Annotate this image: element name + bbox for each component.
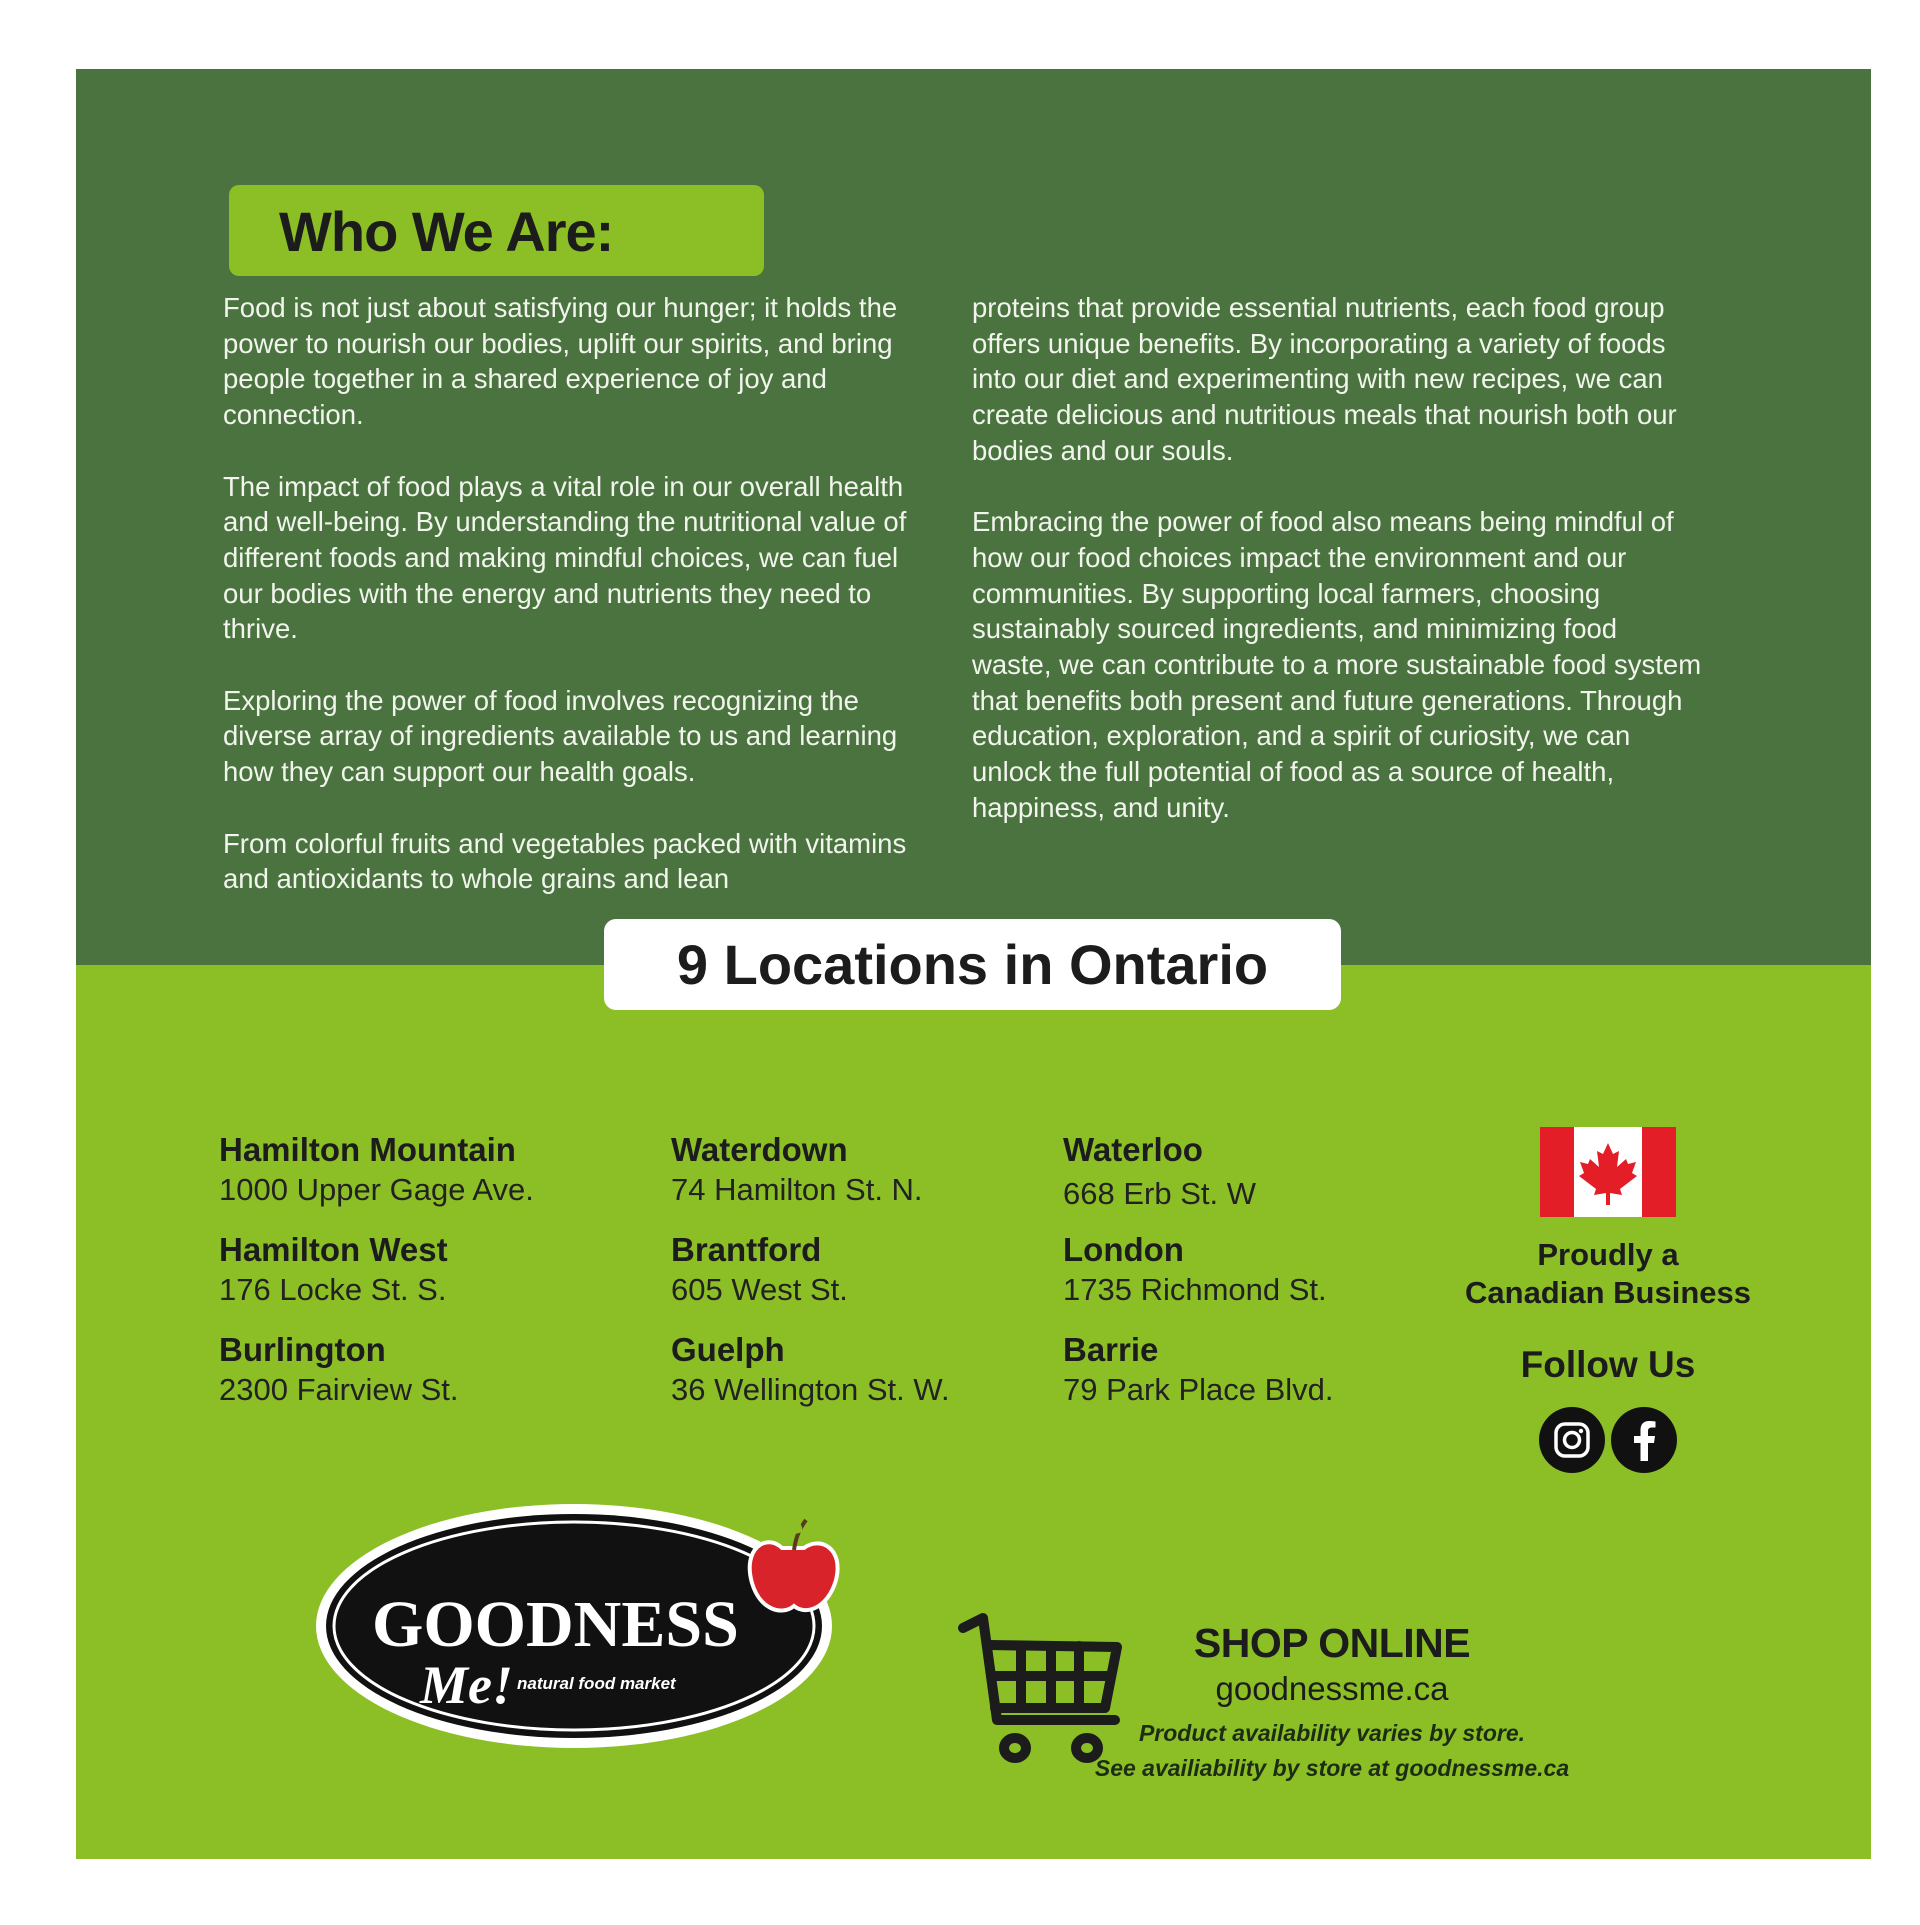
location-address: 79 Park Place Blvd. (1063, 1372, 1334, 1407)
location-name: Barrie (1063, 1331, 1159, 1368)
about-paragraph: The impact of food plays a vital role in our overall health and well-being. By understanding the nutritional value of different foods and making mindful choices, we can fuel our bodies with the energy and nutrients they need to thrive. (223, 470, 907, 645)
location-address: 668 Erb St. W (1063, 1176, 1256, 1211)
canadian-business-text (1440, 1236, 1776, 1312)
about-text-right (972, 290, 1702, 861)
location-address: 605 West St. (671, 1272, 848, 1307)
location-item (671, 1230, 1111, 1310)
location-item (219, 1130, 659, 1210)
location-name: Waterloo (1063, 1131, 1203, 1168)
canada-flag-icon (1540, 1127, 1676, 1217)
location-name: Guelph (671, 1331, 785, 1368)
instagram-icon[interactable] (1539, 1407, 1605, 1473)
logo-brand: GOODNESS (372, 1588, 739, 1661)
location-address: 176 Locke St. S. (219, 1272, 447, 1307)
location-item (671, 1330, 1111, 1410)
availability-note: Product availability varies by store. (1138, 1720, 1526, 1746)
about-paragraph: Embracing the power of food also means being mindful of how our food choices impact the environment and our communities. By supporting local farmers, choosing sustainably sourced ingredients, and minimizing food waste, we can contribute to a more sustainable food system that benefits both present and future generations. Through education, exploration, and a spirit of curiosity, we can unlock the full potential of food as a source of health, happiness, and unity. (972, 506, 1702, 823)
location-address: 1735 Richmond St. (1063, 1272, 1327, 1307)
location-item (219, 1230, 659, 1310)
availability-note-link: See availiability by store at goodnessme.ca (1094, 1755, 1570, 1781)
location-name: London (1063, 1231, 1184, 1268)
location-name: Waterdown (671, 1131, 848, 1168)
goodness-me-logo (312, 1498, 852, 1758)
location-address: 2300 Fairview St. (219, 1372, 459, 1407)
shop-online-url[interactable]: goodnessme.ca (1215, 1670, 1449, 1707)
location-address: 36 Wellington St. W. (671, 1372, 950, 1407)
follow-us-title: Follow Us (1520, 1344, 1696, 1385)
location-item (671, 1130, 1111, 1210)
location-column (219, 1130, 659, 1410)
location-column (671, 1130, 1111, 1410)
location-name: Hamilton Mountain (219, 1131, 516, 1168)
locations-title: 9 Locations in Ontario (676, 933, 1269, 996)
about-paragraph: Food is not just about satisfying our hunger; it holds the power to nourish our bodies, uplift our spirits, and bring people together in a shared experience of joy and connection. (223, 292, 898, 431)
location-item (1063, 1230, 1503, 1310)
about-paragraph: proteins that provide essential nutrients, each food group offers unique benefits. By incorporating a variety of foods into our diet and experimenting with new recipes, we can create delicious and nutritious meals that nourish both our bodies and our souls. (972, 292, 1677, 466)
canadian-line-2: Canadian Business (1465, 1275, 1751, 1310)
who-we-are-heading-box (229, 185, 764, 276)
location-address: 1000 Upper Gage Ave. (219, 1172, 534, 1207)
location-item (1063, 1130, 1503, 1214)
about-paragraph: From colorful fruits and vegetables packed with vitamins and antioxidants to whole grains and lean (223, 827, 907, 895)
location-address: 74 Hamilton St. N. (671, 1172, 923, 1207)
location-name: Hamilton West (219, 1231, 448, 1268)
who-we-are-title: Who We Are: (279, 200, 614, 263)
shop-online-title: SHOP ONLINE (1193, 1620, 1471, 1666)
location-item (219, 1330, 659, 1410)
location-name: Burlington (219, 1331, 386, 1368)
canadian-line-1: Proudly a (1537, 1237, 1679, 1272)
about-text-left (223, 290, 953, 933)
location-column (1063, 1130, 1503, 1410)
location-item (1063, 1330, 1503, 1410)
logo-script: Me! (420, 1655, 513, 1715)
location-name: Brantford (671, 1231, 822, 1268)
facebook-icon[interactable] (1611, 1407, 1677, 1473)
locations-heading-pill (604, 919, 1341, 1010)
about-paragraph: Exploring the power of food involves recognizing the diverse array of ingredients available to us and learning how they can support our health goals. (223, 684, 898, 788)
logo-tagline: natural food market (517, 1674, 676, 1693)
